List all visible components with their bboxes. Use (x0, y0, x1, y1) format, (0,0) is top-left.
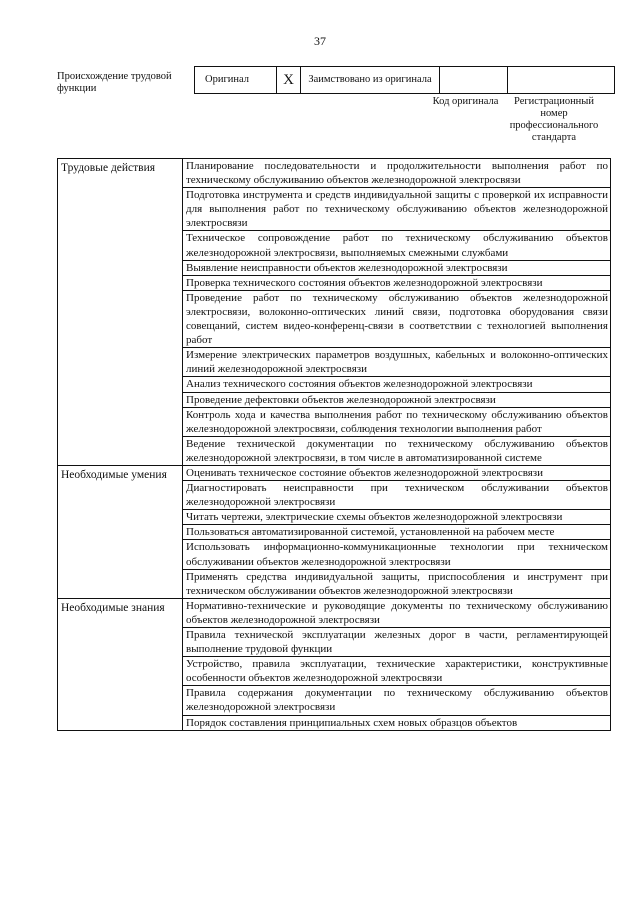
section-title: Необходимые умения (58, 465, 183, 598)
original-mark: X (277, 67, 301, 94)
section-item: Проверка технического состояния объектов железнодорожной электросвязи (183, 275, 611, 290)
table-row (58, 159, 611, 188)
origin-label: Происхождение трудовой функции (57, 71, 172, 94)
section-item: Устройство, правила эксплуатации, технические характеристики, конструктивные особенности объектов железнодорожной электросвязи (183, 657, 611, 686)
section-item: Проведение дефектовки объектов железнодорожной электросвязи (183, 392, 611, 407)
origin-table (194, 66, 615, 94)
section-item: Диагностировать неисправности при техническом обслуживании объектов железнодорожной электросвязи (183, 481, 611, 510)
reg-number-cell (508, 67, 615, 94)
page-number: 37 (314, 34, 326, 48)
section-item: Правила технической эксплуатации железных дорог в части, регламентирующей выполнение трудовой функции (183, 628, 611, 657)
section-item: Пользоваться автоматизированной системой, установленной на рабочем месте (183, 525, 611, 540)
section-item: Правила содержания документации по техническому обслуживанию объектов железнодорожной электросвязи (183, 686, 611, 715)
original-cell: Оригинал (195, 67, 277, 94)
reg-number-caption: Регистрационный номер профессионального стандарта (509, 96, 599, 143)
section-item: Ведение технической документации по техническому обслуживанию объектов железнодорожной электросвязи, в том числе в автоматизированной системе (183, 436, 611, 465)
section-item: Проведение работ по техническому обслуживанию объектов железнодорожной электросвязи, волоконно-оптических линий связи, подготовка оборудования связи совещаний, систем видео-конференц-связи в соответствии с технологией выполнения работ (183, 290, 611, 347)
labor-function-table (57, 158, 611, 731)
section-item: Техническое сопровождение работ по техническому обслуживанию объектов железнодорожной электросвязи, выполняемых смежными службами (183, 231, 611, 260)
table-row (58, 598, 611, 627)
borrowed-cell: Заимствовано из оригинала (301, 67, 440, 94)
section-item: Выявление неисправности объектов железнодорожной электросвязи (183, 260, 611, 275)
section-item: Оценивать техническое состояние объектов железнодорожной электросвязи (183, 465, 611, 480)
section-item: Применять средства индивидуальной защиты, приспособления и инструмент при техническом обслуживании объектов железнодорожной электросвязи (183, 569, 611, 598)
section-title: Необходимые знания (58, 598, 183, 730)
section-item: Использовать информационно-коммуникационные технологии при техническом обслуживании объектов железнодорожной электросвязи (183, 540, 611, 569)
section-item: Нормативно-технические и руководящие документы по техническому обслуживанию объектов железнодорожной электросвязи (183, 598, 611, 627)
section-item: Анализ технического состояния объектов железнодорожной электросвязи (183, 377, 611, 392)
code-cell (440, 67, 508, 94)
section-item: Контроль хода и качества выполнения работ по техническому обслуживанию объектов железнодорожной электросвязи, соблюдения технологии выполнения работ (183, 407, 611, 436)
section-item: Порядок составления принципиальных схем новых образцов объектов (183, 715, 611, 730)
section-item: Измерение электрических параметров воздушных, кабельных и волоконно-оптических линий железнодорожной электросвязи (183, 348, 611, 377)
section-item: Читать чертежи, электрические схемы объектов железнодорожной электросвязи (183, 510, 611, 525)
table-row (58, 465, 611, 480)
code-caption: Код оригинала (432, 96, 499, 107)
section-item: Подготовка инструмента и средств индивидуальной защиты с проверкой их исправности для выполнения работ по техническому обслуживанию объектов железнодорожной электросвязи (183, 188, 611, 231)
section-title: Трудовые действия (58, 159, 183, 466)
section-item: Планирование последовательности и продолжительности выполнения работ по техническому обслуживанию объектов железнодорожной электросвязи (183, 159, 611, 188)
page-bottom-margin (0, 843, 640, 905)
